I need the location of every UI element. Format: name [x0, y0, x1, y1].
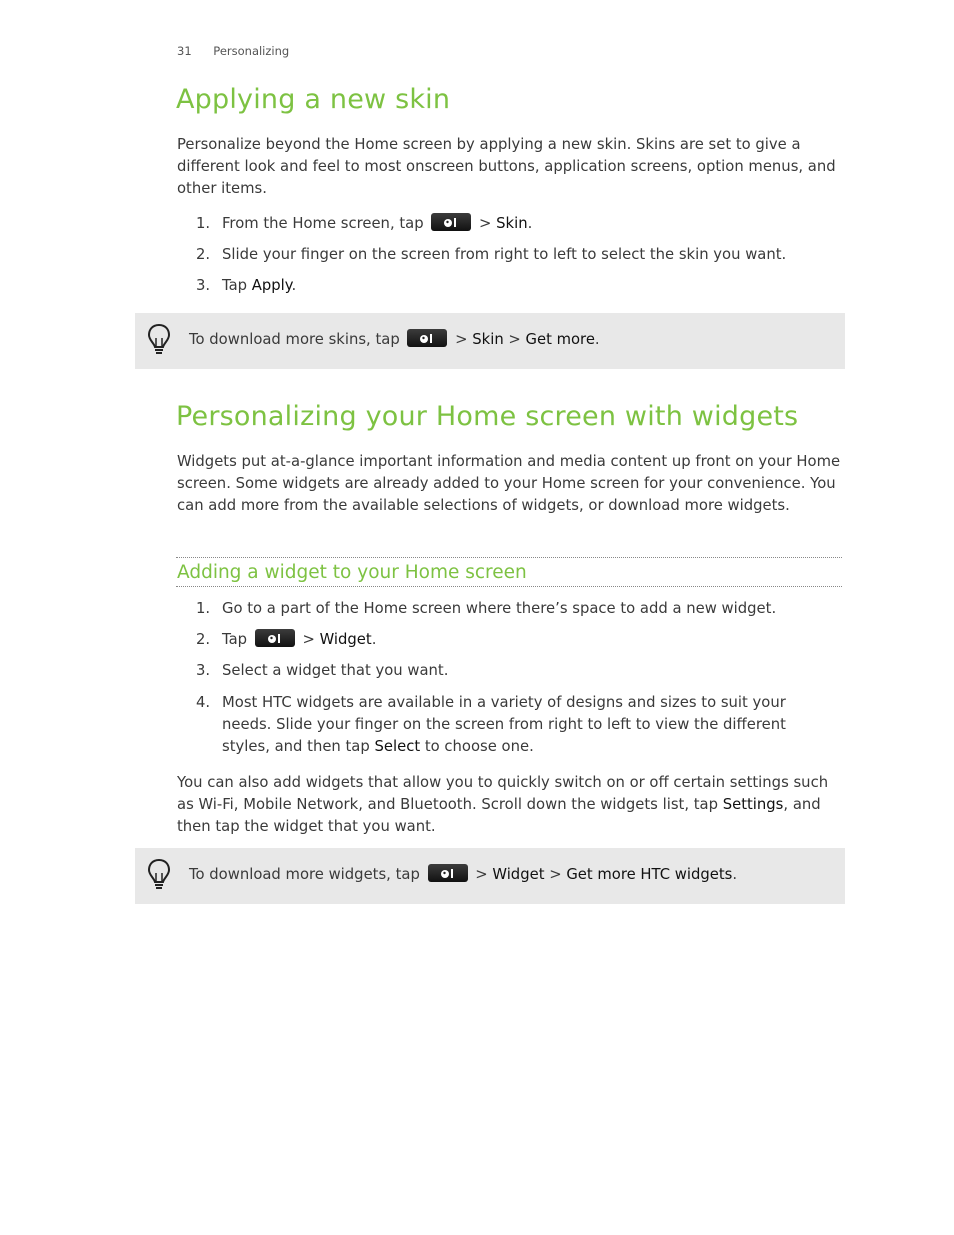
tip-box-widgets [135, 848, 845, 904]
tip-box-skins [135, 313, 845, 369]
personalize-button-icon [255, 629, 295, 647]
section-title-skin: Applying a new skin [176, 84, 451, 115]
widgets-intro: Widgets put at-a-glance important information and media content up front on your Home screen. Some widgets are already added to your Home screen for your convenience. You can add more from the available selections of widgets, or download more widgets. [177, 453, 841, 514]
subsection-title: Adding a widget to your Home screen [177, 562, 527, 583]
personalize-button-icon [431, 213, 471, 231]
page-header [177, 44, 289, 58]
section-title-widgets: Personalizing your Home screen with widgets [176, 401, 799, 432]
skin-intro: Personalize beyond the Home screen by applying a new skin. Skins are set to give a different look and feel to most onscreen buttons, application screens, option menus, and other items. [177, 136, 836, 197]
personalize-button-icon [428, 864, 468, 882]
personalize-button-icon [407, 329, 447, 347]
page-number: 31 [177, 44, 192, 58]
widgets-settings-para: You can also add widgets that allow you to quickly switch on or off certain settings such as Wi-Fi, Mobile Network, and Bluetooth. Scroll down the widgets list, tap Settings, and then tap the widget that you want. [177, 774, 829, 835]
tip-text-skins: To download more skins, tap > Skin > Get more. [189, 331, 600, 348]
tip-text-widgets: To download more widgets, tap > Widget > Get more HTC widgets. [189, 866, 738, 883]
subsection-heading-box [176, 557, 842, 587]
running-section-title: Personalizing [213, 44, 290, 58]
lightbulb-icon [147, 323, 171, 357]
lightbulb-icon [147, 858, 171, 892]
